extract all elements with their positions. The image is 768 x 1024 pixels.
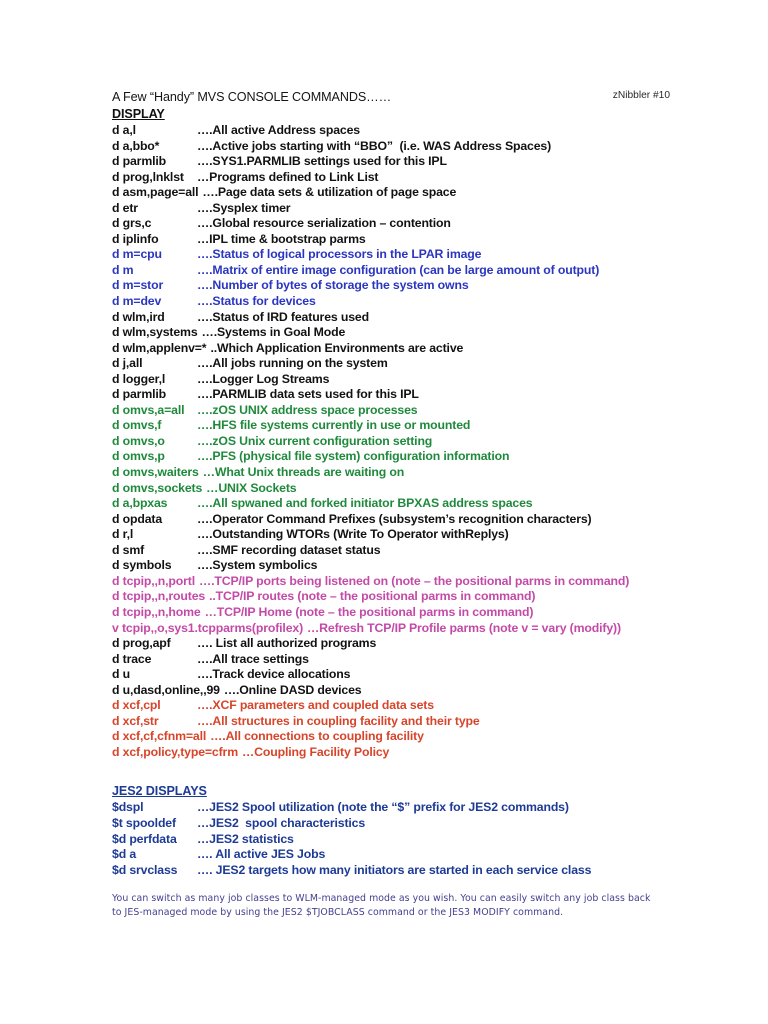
command-name: d wlm,systems — [112, 325, 198, 340]
command-name: d iplinfo — [112, 231, 159, 246]
title-row — [112, 88, 670, 105]
command-line — [112, 496, 768, 512]
command-line — [112, 139, 768, 155]
command-description: ….All spwaned and forked initiator BPXAS address spaces — [197, 496, 533, 511]
command-description: …. JES2 targets how many initiators are started in each service class — [197, 862, 592, 877]
command-name: d xcf,cpl — [112, 698, 161, 713]
command-line — [112, 263, 768, 279]
command-description: …Coupling Facility Policy — [241, 744, 390, 759]
command-line — [112, 729, 768, 745]
command-description: ….Active jobs starting with “BBO” (i.e. WAS Address Spaces) — [197, 138, 552, 153]
command-name: d xcf,cf,cfnm=all — [112, 729, 207, 744]
command-name: d u,dasd,online,,99 — [112, 682, 220, 697]
command-description: …. List all authorized programs — [197, 636, 377, 651]
command-description: ….Status of logical processors in the LPAR image — [197, 247, 482, 262]
command-line — [112, 512, 768, 528]
command-name: d omvs,a=all — [112, 402, 185, 417]
section-heading: DISPLAY — [112, 107, 165, 121]
command-name: d trace — [112, 651, 152, 666]
command-description: ….zOS UNIX address space processes — [197, 402, 418, 417]
command-description: ….Global resource serialization – contention — [197, 216, 451, 231]
command-name: d a,l — [112, 123, 136, 137]
command-line — [112, 170, 768, 186]
command-description: …TCP/IP Home (note – the positional parms in command) — [204, 604, 534, 619]
page-title: A Few “Handy” MVS CONSOLE COMMANDS…… — [112, 90, 392, 104]
command-line — [112, 714, 768, 730]
command-name: d symbols — [112, 558, 172, 573]
command-name: d opdata — [112, 511, 163, 526]
command-description: ….PFS (physical file system) configuration information — [197, 449, 510, 464]
command-line — [112, 543, 768, 559]
command-description: ..TCP/IP routes (note – the positional parms in command) — [209, 589, 536, 604]
command-name: d m=stor — [112, 278, 164, 293]
command-description: …. All active JES Jobs — [197, 847, 326, 862]
command-name: $d a — [112, 847, 137, 862]
command-name: d xcf,policy,type=cfrm — [112, 744, 238, 759]
command-description: ….All connections to coupling facility — [210, 729, 424, 744]
command-name: d omvs,p — [112, 449, 165, 464]
command-line — [112, 247, 768, 263]
command-description: ….System symbolics — [197, 558, 318, 573]
command-line — [112, 863, 768, 879]
command-line — [112, 403, 768, 419]
command-name: d j,all — [112, 356, 143, 371]
command-line — [112, 465, 768, 481]
command-name: d smf — [112, 542, 145, 557]
command-description: ….SMF recording dataset status — [197, 542, 381, 557]
command-name: $d perfdata — [112, 831, 177, 846]
command-line — [112, 832, 768, 848]
command-description: …JES2 spool characteristics — [197, 815, 366, 830]
command-description: ….HFS file systems currently in use or mounted — [197, 418, 471, 433]
command-name: d tcpip,,n,routes — [112, 589, 206, 604]
command-name: d tcpip,,n,portl — [112, 573, 195, 588]
command-description: …Programs defined to Link List — [197, 169, 379, 184]
footer-note: You can switch as many job classes to WLM-managed mode as you wish. You can easily switch any job class back to JES-managed mode by using the JES2 $TJOBCLASS command or the JES3 MODIFY command. — [112, 893, 651, 918]
command-name: $t spooldef — [112, 815, 176, 830]
command-line — [112, 449, 768, 465]
command-line — [112, 232, 768, 248]
command-line — [112, 434, 768, 450]
command-line — [112, 605, 768, 621]
command-name: d parmlib — [112, 387, 166, 402]
command-name: d wlm,ird — [112, 309, 165, 324]
command-description: ….Logger Log Streams — [197, 371, 330, 386]
command-description: ….Page data sets & utilization of page space — [202, 185, 457, 200]
command-description: ….Track device allocations — [197, 667, 351, 682]
command-description: …IPL time & bootstrap parms — [197, 231, 366, 246]
command-name: d etr — [112, 200, 138, 215]
command-description: ….All structures in coupling facility and their type — [197, 713, 480, 728]
command-description: ….All active Address spaces — [197, 123, 360, 137]
command-name: v tcpip,,o,sys1.tcpparms(profilex) — [112, 620, 304, 635]
command-description: ….Status for devices — [197, 294, 316, 309]
command-name: d parmlib — [112, 154, 166, 169]
command-name: d asm,page=all — [112, 185, 199, 200]
sections-container — [112, 105, 768, 878]
command-line — [112, 667, 768, 683]
command-line — [112, 589, 768, 605]
command-description: ….Number of bytes of storage the system owns — [197, 278, 469, 293]
command-description: ….SYS1.PARMLIB settings used for this IPL — [197, 154, 447, 169]
command-description: ….Systems in Goal Mode — [201, 325, 346, 340]
command-line — [112, 621, 768, 637]
command-line — [112, 745, 768, 761]
command-line — [112, 325, 768, 341]
command-name: d omvs,sockets — [112, 480, 203, 495]
command-name: d a,bpxas — [112, 496, 168, 511]
command-description: ….Online DASD devices — [223, 682, 362, 697]
command-line — [112, 636, 768, 652]
command-name: d xcf,str — [112, 713, 159, 728]
command-description: ….TCP/IP ports being listened on (note – the positional parms in command) — [198, 573, 630, 588]
command-description: ….zOS Unix current configuration setting — [197, 433, 433, 448]
command-line — [112, 216, 768, 232]
command-name: d omvs,o — [112, 433, 165, 448]
command-line — [112, 652, 768, 668]
command-description: ..Which Application Environments are active — [210, 340, 464, 355]
command-description: ….All trace settings — [197, 651, 309, 666]
command-line — [112, 847, 768, 863]
section-spacer — [112, 760, 768, 782]
command-name: d tcpip,,n,home — [112, 604, 201, 619]
command-name: d a,bbo* — [112, 138, 160, 153]
command-line — [112, 574, 768, 590]
command-line — [112, 418, 768, 434]
command-name: $d srvclass — [112, 862, 178, 877]
command-line — [112, 481, 768, 497]
command-line — [112, 800, 768, 816]
command-line — [112, 372, 768, 388]
command-line — [112, 201, 768, 217]
command-name: d omvs,waiters — [112, 465, 199, 480]
command-name: d u — [112, 667, 130, 682]
command-line — [112, 310, 768, 326]
command-description: ….Outstanding WTORs (Write To Operator withReplys) — [197, 527, 509, 542]
command-description: …JES2 Spool utilization (note the “$” prefix for JES2 commands) — [197, 800, 569, 815]
command-line — [112, 278, 768, 294]
command-line — [112, 294, 768, 310]
command-line — [112, 123, 768, 139]
command-description: ….Matrix of entire image configuration (can be large amount of output) — [197, 262, 600, 277]
command-name: d grs,c — [112, 216, 152, 231]
command-description: ….PARMLIB data sets used for this IPL — [197, 387, 419, 402]
command-list — [112, 123, 768, 760]
issue-label: zNibbler #10 — [612, 90, 670, 101]
command-name: d m=dev — [112, 294, 162, 309]
command-name: d wlm,applenv=* — [112, 340, 207, 355]
command-line — [112, 683, 768, 699]
command-line — [112, 816, 768, 832]
command-line — [112, 527, 768, 543]
command-line — [112, 698, 768, 714]
command-name: d prog,lnklst — [112, 169, 184, 184]
command-name: d omvs,f — [112, 418, 162, 433]
command-line — [112, 341, 768, 357]
command-line — [112, 154, 768, 170]
command-description: …UNIX Sockets — [206, 480, 297, 495]
command-line — [112, 387, 768, 403]
command-description: …JES2 statistics — [197, 831, 294, 846]
command-description: …What Unix threads are waiting on — [202, 465, 405, 480]
command-name: $dspl — [112, 800, 144, 815]
command-line — [112, 558, 768, 574]
command-description: ….All jobs running on the system — [197, 356, 388, 371]
command-name: d prog,apf — [112, 636, 171, 651]
command-name: d m=cpu — [112, 247, 162, 262]
command-description: ….Status of IRD features used — [197, 309, 369, 324]
command-description: …Refresh TCP/IP Profile parms (note v = vary (modify)) — [307, 620, 621, 635]
command-list — [112, 800, 768, 878]
command-name: d r,l — [112, 527, 134, 542]
command-description: ….Operator Command Prefixes (subsystem’s recognition characters) — [197, 511, 592, 526]
command-description: ….Sysplex timer — [197, 200, 291, 215]
command-name: d logger,l — [112, 371, 166, 386]
command-name: d m — [112, 262, 134, 277]
command-line — [112, 356, 768, 372]
command-line — [112, 185, 768, 201]
section-heading: JES2 DISPLAYS — [112, 784, 207, 799]
command-description: ….XCF parameters and coupled data sets — [197, 698, 434, 713]
